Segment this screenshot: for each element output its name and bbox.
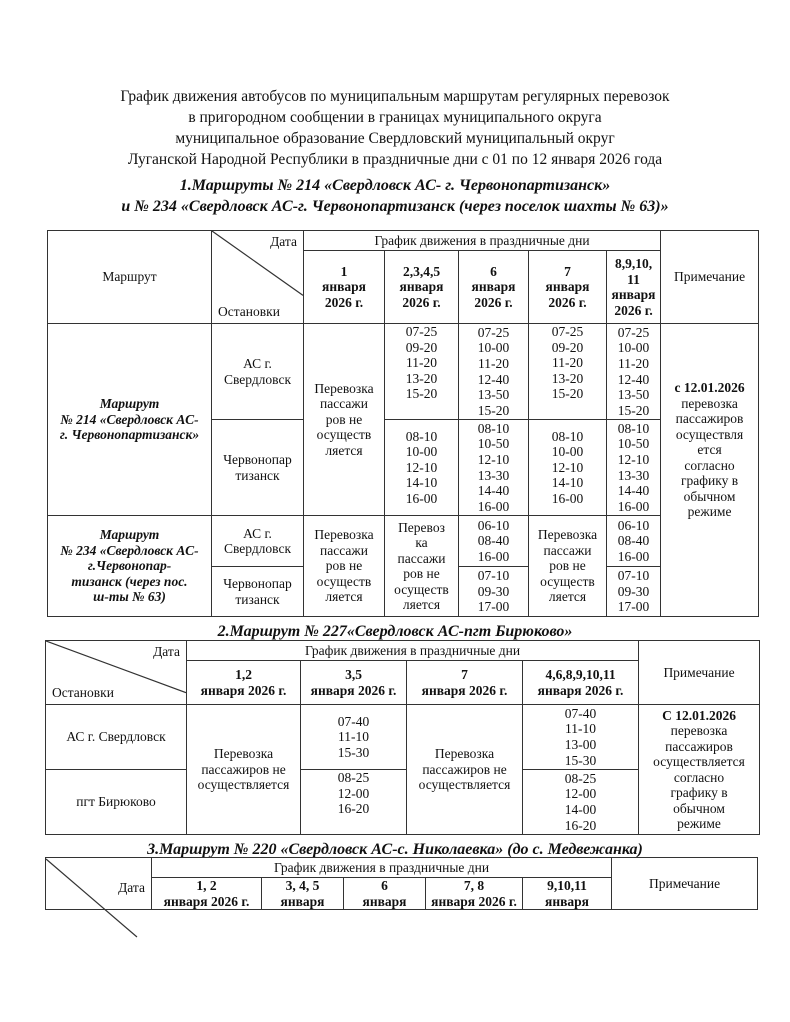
- no-service-line: пассажиров не: [422, 761, 507, 777]
- departure-time: 11-10: [565, 721, 596, 737]
- stop-name: АС г. Свердловск: [46, 705, 187, 770]
- note-line: обычном: [683, 488, 736, 504]
- departure-time: 12-00: [564, 786, 597, 802]
- departure-time: 14-10: [551, 475, 584, 491]
- departure-time: 13-30: [617, 467, 650, 483]
- times-cell: [459, 420, 529, 516]
- note-line: перевозка: [681, 395, 738, 411]
- departure-time: 17-00: [477, 599, 510, 615]
- no-service-line: осуществ: [394, 581, 449, 597]
- no-service-line: пассажи: [320, 542, 368, 558]
- route-220-table: [45, 857, 758, 910]
- times-cell: [459, 324, 529, 420]
- stop-name: [212, 420, 304, 516]
- title-line: в пригородном сообщении в границах муниципального округа: [188, 109, 602, 126]
- route-name-line: тизанск (через пос.: [71, 573, 188, 589]
- day-label: 6: [490, 263, 497, 279]
- no-service-line: осуществ: [540, 573, 595, 589]
- departure-time: 09-30: [617, 583, 650, 599]
- times-cell: [385, 324, 459, 420]
- header-day-4-11: [523, 661, 639, 705]
- times-cell: [459, 516, 529, 567]
- departure-time: 08-25: [564, 770, 597, 786]
- header-route: Маршрут: [48, 231, 212, 324]
- note-line: согласно: [684, 457, 735, 473]
- departure-time: 13-30: [477, 467, 510, 483]
- departure-time: 12-40: [477, 371, 510, 387]
- stop-name: [212, 516, 304, 567]
- header-date-stops-diagonal: [46, 641, 187, 705]
- day-label: 7, 8: [463, 878, 485, 893]
- no-service-line: ляется: [402, 597, 441, 612]
- times-cell: [523, 705, 639, 770]
- departure-time: 07-10: [477, 568, 510, 584]
- no-service-cell: [529, 516, 607, 617]
- no-service-line: ров не: [325, 411, 363, 427]
- table-row: [48, 324, 759, 420]
- header-day-6: [459, 251, 529, 324]
- stop-name-line: Свердловск: [223, 541, 292, 556]
- departure-time: 10-00: [477, 340, 510, 356]
- departure-time: 07-25: [551, 324, 584, 339]
- departure-time: 10-00: [617, 340, 650, 356]
- route-name-line: г.Червонопар-: [87, 558, 172, 574]
- departure-time: 06-10: [617, 517, 650, 533]
- day-label: 1,2: [235, 667, 252, 682]
- no-service-line: осуществ: [316, 573, 372, 589]
- departure-time: 14-00: [564, 802, 597, 817]
- stop-name-line: тизанск: [235, 591, 280, 607]
- day-label: 2026 г.: [548, 294, 587, 310]
- departure-time: 06-10: [477, 517, 510, 533]
- day-label: января: [611, 287, 656, 302]
- departure-time: 13-50: [617, 387, 650, 403]
- no-service-cell: [304, 516, 385, 617]
- no-service-cell: [304, 324, 385, 516]
- day-label: 2026 г.: [324, 294, 364, 310]
- departure-time: 12-10: [405, 459, 438, 475]
- stop-name-line: АС г.: [243, 525, 272, 541]
- no-service-line: ка: [415, 535, 428, 550]
- times-cell: [301, 770, 407, 835]
- day-label: января: [399, 279, 444, 295]
- departure-time: 08-25: [337, 770, 370, 785]
- route-name-line: № 214 «Свердловск АС-: [60, 411, 199, 427]
- day-label: января: [545, 893, 589, 909]
- note-date: с 12.01.2026: [674, 380, 745, 396]
- departure-time: 11-20: [478, 355, 509, 371]
- section2-heading: 2.Маршрут № 227«Свердловск АС-пгт Бирюково»: [217, 623, 573, 640]
- no-service-line: Перевозка: [434, 746, 495, 762]
- day-label: 1, 2: [196, 878, 217, 893]
- no-service-line: ляется: [325, 442, 363, 458]
- day-label: 3,5: [345, 667, 362, 682]
- day-label: 7: [564, 263, 571, 279]
- stop-name: пгт Бирюково: [46, 770, 187, 835]
- note-line: обычном: [673, 800, 725, 816]
- no-service-line: Перевозка: [314, 380, 374, 396]
- route-234-name: [48, 516, 212, 617]
- departure-time: 15-30: [337, 744, 370, 760]
- section1-heading-line2: и № 234 «Свердловск АС-г. Червонопартизанск (через поселок шахты № 63)»: [121, 198, 669, 215]
- departure-time: 13-00: [564, 737, 597, 752]
- route-214-234-table: [47, 230, 759, 617]
- header-day-7: [529, 251, 607, 324]
- header-date: Дата: [153, 644, 180, 659]
- note-line: пассажиров: [665, 738, 733, 754]
- departure-time: 13-50: [477, 387, 510, 403]
- header-day-1-2: [152, 878, 262, 910]
- no-service-cell: [385, 516, 459, 617]
- departure-time: 08-10: [617, 420, 650, 436]
- header-note: Примечание: [639, 641, 760, 705]
- header-schedule: График движения в праздничные дни: [304, 231, 661, 251]
- departure-time: 11-10: [338, 729, 369, 745]
- note-date: С 12.01.2026: [662, 707, 736, 723]
- table-row: [46, 705, 760, 770]
- day-label: 4,6,8,9,10,11: [545, 667, 616, 682]
- departure-time: 14-40: [617, 483, 650, 499]
- route-name-line: г. Червонопартизанск»: [59, 427, 200, 443]
- header-day-9-11: [523, 878, 612, 910]
- departure-time: 09-30: [477, 583, 510, 599]
- no-service-cell: [407, 705, 523, 835]
- departure-time: 12-10: [617, 451, 650, 467]
- no-service-line: Перевозка: [537, 527, 598, 543]
- departure-time: 15-20: [617, 402, 650, 418]
- times-cell: [385, 420, 459, 516]
- day-label: января 2026 г.: [537, 682, 624, 698]
- day-label: января 2026 г.: [421, 682, 508, 698]
- stop-name-line: Свердловск: [223, 371, 292, 387]
- day-label: января: [322, 279, 366, 295]
- departure-time: 16-20: [337, 801, 370, 817]
- departure-time: 16-00: [617, 498, 650, 514]
- departure-time: 16-00: [617, 548, 650, 564]
- note-line: согласно: [673, 769, 725, 785]
- route-227-table: [45, 640, 760, 835]
- route-name-line: Маршрут: [99, 396, 160, 412]
- header-date: Дата: [270, 234, 297, 249]
- stop-name-line: Червонопар: [223, 452, 292, 467]
- departure-time: 14-10: [405, 475, 438, 491]
- day-label: 3, 4, 5: [285, 878, 320, 893]
- departure-time: 14-40: [477, 483, 510, 499]
- note-line: графику в: [670, 785, 728, 800]
- departure-time: 15-20: [477, 402, 510, 418]
- header-stops: Остановки: [52, 684, 114, 700]
- no-service-line: Перевозка: [314, 527, 374, 543]
- day-label: января 2026 г.: [163, 893, 250, 909]
- header-stops: Остановки: [218, 303, 280, 319]
- departure-time: 16-00: [551, 490, 584, 506]
- day-label: января: [362, 893, 407, 909]
- day-label: 2,3,4,5: [402, 263, 441, 279]
- header-day-3-5: [301, 661, 407, 705]
- day-label: 9,10,11: [547, 878, 587, 893]
- no-service-line: ров не: [549, 558, 586, 574]
- header-day-3-5: [262, 878, 344, 910]
- day-label: 1: [340, 263, 348, 279]
- stop-name-line: Червонопар: [223, 576, 292, 591]
- day-label: 2026 г.: [474, 294, 513, 310]
- no-service-line: пассажи: [397, 550, 446, 566]
- departure-time: 12-10: [551, 459, 584, 475]
- day-label: 11: [627, 271, 640, 287]
- day-label: 2026 г.: [614, 302, 653, 318]
- departure-time: 12-40: [617, 371, 650, 387]
- no-service-line: Перевоз: [398, 519, 445, 535]
- note-line: перевозка: [670, 723, 728, 738]
- no-service-line: пассажиров не: [201, 761, 286, 777]
- note-line: осуществляется: [653, 754, 745, 769]
- stop-name: [212, 324, 304, 420]
- title-line: График движения автобусов по муниципальным маршрутам регулярных перевозок: [120, 88, 670, 105]
- no-service-line: ров не: [403, 566, 440, 581]
- times-cell: [529, 420, 607, 516]
- no-service-line: осуществляется: [197, 777, 290, 793]
- header-schedule: График движения в праздничные дни: [152, 858, 612, 878]
- times-cell: [607, 324, 661, 420]
- departure-time: 09-20: [551, 339, 584, 355]
- section1-heading-line1: 1.Маршруты № 214 «Свердловск АС- г. Червонопартизанск»: [179, 177, 611, 194]
- departure-time: 08-10: [551, 428, 584, 444]
- note-line: графику в: [680, 473, 739, 489]
- times-cell: [607, 516, 661, 567]
- departure-time: 10-00: [405, 444, 438, 460]
- day-label: 6: [381, 878, 388, 893]
- route-name-line: Маршрут: [99, 527, 160, 543]
- departure-time: 17-00: [617, 599, 650, 615]
- day-label: января 2026 г.: [310, 682, 397, 698]
- header-note: Примечание: [661, 231, 759, 324]
- departure-time: 07-25: [405, 324, 438, 339]
- day-label: 8,9,10,: [614, 256, 653, 271]
- departure-time: 11-20: [552, 355, 583, 371]
- note-line: пассажиров: [675, 411, 744, 427]
- diagonal-line: [45, 858, 145, 938]
- route-214-name: [48, 324, 212, 516]
- no-service-line: ляется: [548, 589, 587, 605]
- departure-time: 12-10: [477, 451, 510, 467]
- note-line: осуществля: [675, 426, 744, 442]
- departure-time: 07-25: [617, 324, 650, 340]
- header-date: Дата: [46, 858, 152, 910]
- departure-time: 09-20: [405, 339, 438, 355]
- stop-name-line: тизанск: [235, 467, 280, 483]
- times-cell: [607, 420, 661, 516]
- no-service-line: ляется: [325, 589, 363, 605]
- route-name-line: № 234 «Свердловск АС-: [60, 542, 199, 558]
- no-service-line: пассажи: [543, 542, 592, 558]
- times-cell: [459, 567, 529, 617]
- no-service-line: пассажи: [320, 396, 368, 412]
- departure-time: 15-20: [405, 386, 438, 402]
- times-cell: [523, 770, 639, 835]
- day-label: января 2026 г.: [431, 893, 517, 909]
- note-cell: [661, 324, 759, 617]
- departure-time: 07-25: [477, 324, 510, 340]
- departure-time: 13-20: [551, 370, 584, 386]
- header-day-2-5: [385, 251, 459, 324]
- header-date-stops-diagonal: [212, 231, 304, 324]
- departure-time: 08-10: [405, 428, 438, 444]
- note-line: режиме: [687, 504, 732, 520]
- day-label: января 2026 г.: [200, 682, 287, 698]
- no-service-line: осуществляется: [418, 777, 511, 793]
- no-service-cell: [187, 705, 301, 835]
- departure-time: 12-00: [337, 785, 370, 801]
- times-cell: [607, 567, 661, 617]
- no-service-line: Перевозка: [213, 746, 274, 762]
- table-row: [48, 516, 759, 567]
- departure-time: 08-40: [617, 533, 650, 549]
- route-name-line: ш-ты № 63): [93, 589, 166, 605]
- departure-time: 16-00: [477, 498, 510, 514]
- header-day-8-11: [607, 251, 661, 324]
- note-line: ется: [697, 442, 722, 458]
- no-service-line: ров не: [325, 558, 363, 574]
- no-service-line: осуществ: [316, 427, 372, 443]
- header-day-7: [407, 661, 523, 705]
- times-cell: [529, 324, 607, 420]
- header-day-7-8: [426, 878, 523, 910]
- departure-time: 15-30: [564, 752, 597, 768]
- departure-time: 08-40: [477, 533, 510, 549]
- stop-name: [212, 567, 304, 617]
- section3-heading: 3.Маршрут № 220 «Свердловск АС-с. Николаевка» (до с. Медвежанка): [147, 841, 643, 858]
- departure-time: 13-20: [405, 370, 438, 386]
- departure-time: 07-40: [337, 713, 370, 729]
- day-label: января: [545, 279, 590, 295]
- header-schedule: График движения в праздничные дни: [187, 641, 639, 661]
- departure-time: 07-40: [564, 705, 597, 721]
- departure-time: 10-50: [617, 436, 650, 452]
- departure-time: 16-00: [477, 548, 510, 564]
- header-day-1-2: [187, 661, 301, 705]
- header-day-6: [344, 878, 426, 910]
- departure-time: 10-50: [477, 436, 510, 452]
- departure-time: 15-20: [551, 386, 584, 402]
- departure-time: 07-10: [617, 568, 650, 584]
- note-cell: [639, 705, 760, 835]
- title-line: Луганской Народной Республики в праздничные дни с 01 по 12 января 2026 года: [127, 151, 663, 168]
- day-label: января: [471, 279, 516, 295]
- day-label: 7: [461, 667, 468, 682]
- day-label: января: [280, 893, 325, 909]
- departure-time: 11-20: [618, 355, 650, 371]
- day-label: 2026 г.: [402, 294, 441, 310]
- note-line: режиме: [677, 816, 721, 831]
- times-cell: [301, 705, 407, 770]
- departure-time: 11-20: [406, 355, 437, 371]
- departure-time: 10-00: [551, 444, 584, 460]
- departure-time: 16-20: [564, 817, 597, 833]
- document-title: [0, 86, 790, 170]
- departure-time: 08-10: [477, 420, 510, 436]
- title-line: муниципальное образование Свердловский муниципальный округ: [175, 130, 615, 147]
- header-note: Примечание: [612, 858, 758, 910]
- header-day-1: [304, 251, 385, 324]
- stop-name-line: АС г.: [243, 356, 272, 371]
- departure-time: 16-00: [405, 490, 438, 506]
